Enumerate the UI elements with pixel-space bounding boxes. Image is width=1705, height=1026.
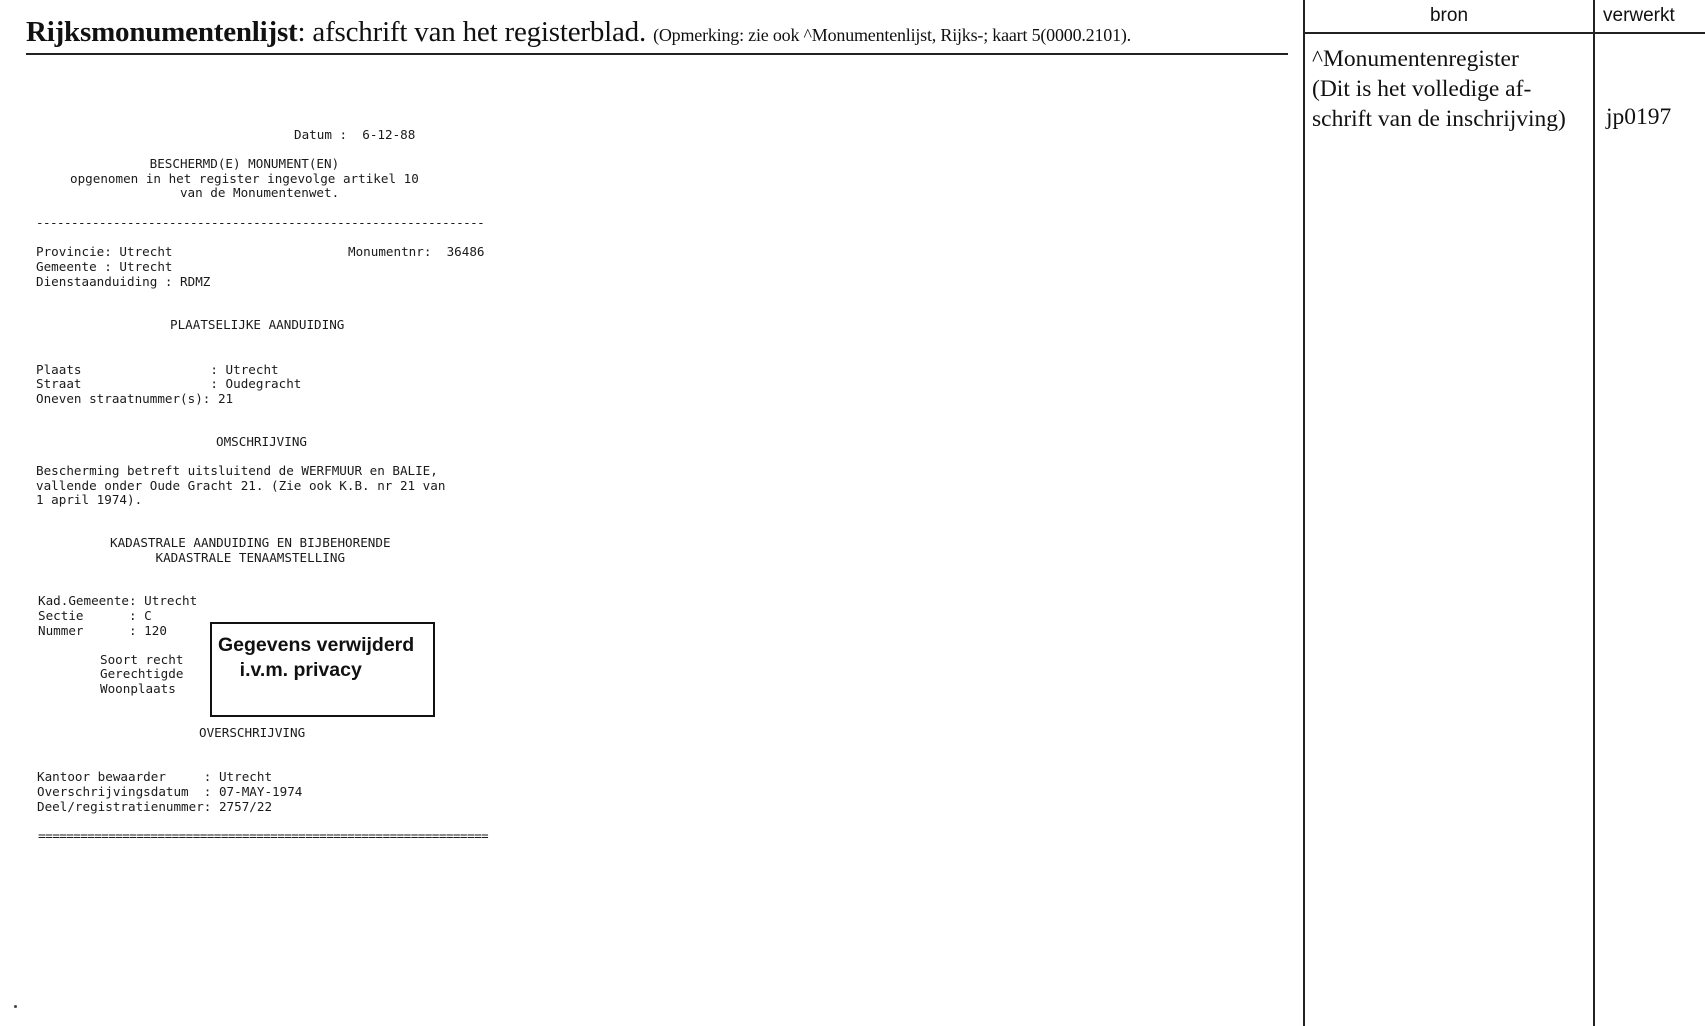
title-note: (Opmerking: zie ook ^Monumentenlijst, Rijks-; kaart 5(0000.2101).	[653, 25, 1131, 45]
column-header-rule	[1303, 32, 1705, 34]
deel-registratienummer: Deel/registratienummer: 2757/22	[37, 799, 273, 814]
equals-separator: ================================================================	[38, 828, 489, 843]
scan-speck	[14, 1005, 17, 1008]
dash-separator: ----------------------------------------------------------------	[36, 215, 485, 230]
verwerkt-text: jp0197	[1606, 104, 1672, 130]
plaats: Plaats : Utrecht	[36, 362, 279, 377]
gemeente: Gemeente : Utrecht	[36, 259, 173, 274]
kantoor-bewaarder: Kantoor bewaarder : Utrecht	[37, 769, 273, 784]
bron-text: ^Monumentenregister (Dit is het volledige af- schrift van de inschrijving)	[1312, 46, 1566, 132]
privacy-redaction-box: Gegevens verwijderd i.v.m. privacy	[210, 622, 435, 717]
straatnummers: Oneven straatnummer(s): 21	[36, 391, 234, 406]
soort-recht: Soort recht	[100, 652, 184, 667]
kadastrale-heading: KADASTRALE AANDUIDING EN BIJBEHORENDE KADASTRALE TENAAMSTELLING	[110, 535, 391, 565]
bron-header: bron	[1429, 5, 1469, 26]
overschrijving-heading: OVERSCHRIJVING	[199, 725, 306, 740]
kad-gemeente: Kad.Gemeente: Utrecht	[38, 593, 198, 608]
register-heading: BESCHERMD(E) MONUMENT(EN) opgenomen in het register ingevolge artikel 10 van de Monumentenwet.	[70, 156, 419, 201]
woonplaats: Woonplaats	[100, 681, 176, 696]
gerechtigde: Gerechtigde	[100, 666, 184, 681]
omschrijving-heading: OMSCHRIJVING	[216, 434, 307, 449]
verwerkt-header: verwerkt	[1603, 5, 1675, 26]
bron-column-divider	[1303, 0, 1305, 1026]
register-date: Datum : 6-12-88	[294, 127, 416, 142]
nummer: Nummer : 120	[38, 623, 167, 638]
provincie: Provincie: Utrecht	[36, 244, 173, 259]
title-rule	[26, 53, 1288, 55]
title-bold: Rijksmonumentenlijst	[26, 16, 298, 48]
verwerkt-column-divider	[1593, 0, 1595, 1026]
overschrijvingsdatum: Overschrijvingsdatum : 07-MAY-1974	[37, 784, 303, 799]
title-rest: : afschrift van het registerblad.	[297, 16, 647, 48]
omschrijving: Bescherming betreft uitsluitend de WERFMUUR en BALIE, vallende onder Oude Gracht 21. (Zie ook K.B. nr 21 van 1 april 1974).	[36, 463, 446, 508]
page-title	[26, 16, 1131, 49]
straat: Straat : Oudegracht	[36, 376, 302, 391]
plaatselijke-heading: PLAATSELIJKE AANDUIDING	[170, 317, 345, 332]
dienstaanduiding: Dienstaanduiding : RDMZ	[36, 274, 211, 289]
sectie: Sectie : C	[38, 608, 152, 623]
monumentnr: Monumentnr: 36486	[348, 244, 485, 259]
